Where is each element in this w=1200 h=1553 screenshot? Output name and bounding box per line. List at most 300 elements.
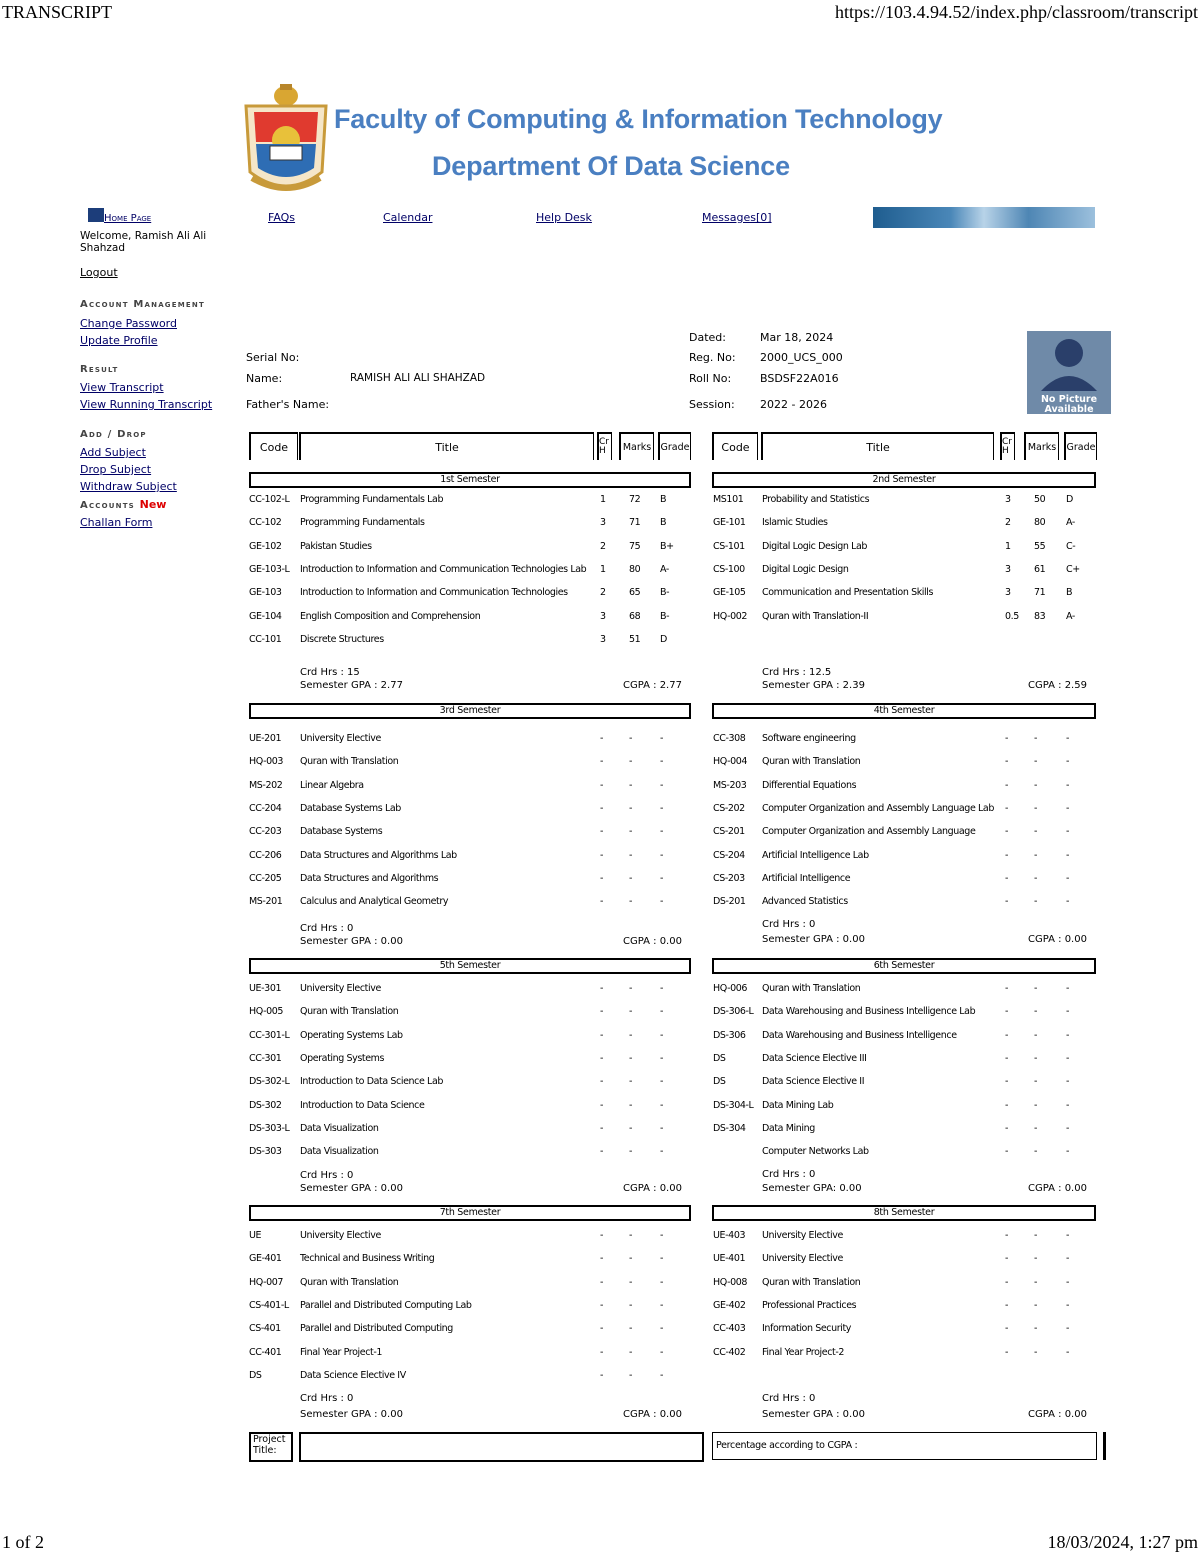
course-marks: 50 — [1034, 494, 1046, 505]
course-grade: - — [660, 802, 664, 814]
dated-value: Mar 18, 2024 — [760, 331, 834, 344]
credit-hours-total: Crd Hrs : 0 — [762, 1393, 816, 1404]
course-grade: B+ — [660, 540, 674, 552]
course-crh: - — [600, 849, 604, 861]
course-grade: - — [1066, 983, 1070, 994]
course-title: Information Security — [762, 1323, 852, 1335]
semester-heading: 1st Semester — [249, 472, 691, 488]
session-label: Session: — [689, 398, 735, 411]
course-marks: - — [1034, 872, 1038, 884]
course-grade: - — [1066, 1230, 1070, 1241]
project-title-label: Project Title: — [249, 1432, 293, 1462]
cgpa-value: CGPA : 0.00 — [623, 936, 682, 947]
course-marks: - — [629, 1029, 633, 1041]
course-marks: 75 — [629, 540, 641, 552]
course-code: HQ-007 — [249, 1276, 284, 1288]
course-grade: B- — [660, 587, 670, 599]
course-crh: - — [1005, 849, 1009, 861]
credit-hours-total: Crd Hrs : 0 — [300, 1393, 354, 1404]
course-title: University Elective — [300, 1230, 381, 1241]
course-title: Pakistan Studies — [300, 540, 372, 552]
course-title: Parallel and Distributed Computing Lab — [300, 1299, 472, 1311]
course-grade: - — [660, 756, 664, 768]
credit-hours-total: Crd Hrs : 0 — [762, 919, 816, 930]
course-marks: - — [1034, 1253, 1038, 1265]
course-crh: 3 — [600, 610, 606, 622]
dated-label: Dated: — [689, 331, 726, 344]
course-marks: 80 — [629, 563, 641, 575]
project-title-box — [299, 1432, 704, 1462]
course-grade: B- — [660, 610, 670, 622]
course-grade: - — [660, 1253, 664, 1265]
left-header-code: Code — [249, 432, 298, 460]
course-title: University Elective — [300, 733, 381, 744]
course-code: CC-204 — [249, 802, 282, 814]
left-header-grade: Grade — [658, 432, 691, 460]
course-code: DS-303 — [249, 1146, 282, 1158]
course-crh: - — [1005, 1006, 1009, 1018]
course-code: CC-203 — [249, 826, 282, 838]
course-crh: - — [600, 1253, 604, 1265]
course-grade: - — [660, 1346, 664, 1358]
nav-helpdesk-link[interactable]: Help Desk — [536, 211, 592, 224]
course-grade: - — [660, 1323, 664, 1335]
add-drop-heading: Add / Drop — [80, 429, 147, 440]
course-code: GE-401 — [249, 1253, 282, 1265]
course-marks: 71 — [1034, 587, 1046, 599]
course-grade: A- — [660, 563, 669, 575]
course-title: University Elective — [762, 1253, 843, 1265]
course-marks: - — [629, 1323, 633, 1335]
course-marks: - — [629, 1230, 633, 1241]
course-marks: 80 — [1034, 517, 1046, 529]
course-crh: 3 — [1005, 587, 1011, 599]
course-crh: - — [1005, 1276, 1009, 1288]
cgpa-value: CGPA : 0.00 — [1028, 1409, 1087, 1420]
course-marks: 55 — [1034, 540, 1046, 552]
course-crh: - — [600, 1006, 604, 1018]
view-transcript-link[interactable]: View Transcript — [80, 381, 164, 394]
serial-label: Serial No: — [246, 351, 300, 364]
course-crh: - — [600, 1076, 604, 1088]
update-profile-link[interactable]: Update Profile — [80, 334, 158, 347]
course-crh: - — [1005, 1052, 1009, 1064]
course-code: CS-100 — [713, 563, 745, 575]
course-code: UE — [249, 1230, 262, 1241]
course-marks: - — [1034, 1146, 1038, 1158]
course-crh: 1 — [1005, 540, 1011, 552]
course-code: DS — [713, 1076, 726, 1088]
course-code: CC-403 — [713, 1323, 746, 1335]
course-grade: C- — [1066, 540, 1076, 552]
course-crh: - — [1005, 1122, 1009, 1134]
course-crh: - — [600, 1299, 604, 1311]
course-title: Calculus and Analytical Geometry — [300, 896, 449, 908]
course-grade: - — [660, 849, 664, 861]
course-crh: 3 — [1005, 563, 1011, 575]
course-grade: C+ — [1066, 563, 1080, 575]
course-title: Data Warehousing and Business Intelligence — [762, 1029, 957, 1041]
course-title: Artificial Intelligence Lab — [762, 849, 869, 861]
course-marks: - — [629, 1076, 633, 1088]
course-crh: - — [600, 1346, 604, 1358]
right-header-marks: Marks — [1024, 432, 1059, 460]
course-crh: 3 — [600, 517, 606, 529]
print-url: https://103.4.94.52/index.php/classroom/transcript — [835, 2, 1198, 22]
course-grade: - — [1066, 1052, 1070, 1064]
course-code: HQ-004 — [713, 756, 748, 768]
logout-link[interactable]: Logout — [80, 266, 118, 279]
course-marks: - — [1034, 1346, 1038, 1358]
course-code: CC-401 — [249, 1346, 282, 1358]
course-title: Introduction to Data Science Lab — [300, 1076, 443, 1088]
semester-gpa: Semester GPA : 0.00 — [762, 934, 865, 945]
course-title: Introduction to Information and Communication Technologies Lab — [300, 563, 587, 575]
percentage-box: Percentage according to CGPA : — [712, 1432, 1097, 1460]
course-grade: - — [1066, 1122, 1070, 1134]
left-header-marks: Marks — [619, 432, 654, 460]
accounts-heading — [80, 498, 166, 511]
percentage-box-edge — [1103, 1432, 1106, 1460]
course-grade: - — [660, 896, 664, 908]
course-marks: - — [1034, 983, 1038, 994]
print-datetime: 18/03/2024, 1:27 pm — [1047, 1532, 1198, 1552]
course-crh: - — [600, 826, 604, 838]
course-crh: - — [1005, 1146, 1009, 1158]
course-crh: 2 — [600, 587, 606, 599]
course-crh: - — [600, 1052, 604, 1064]
course-marks: - — [1034, 1076, 1038, 1088]
course-crh: - — [1005, 1230, 1009, 1241]
course-grade: - — [660, 733, 664, 744]
university-logo — [240, 82, 332, 200]
course-grade: - — [660, 1230, 664, 1241]
course-grade: - — [1066, 1029, 1070, 1041]
course-code: CS-202 — [713, 802, 745, 814]
credit-hours-total: Crd Hrs : 0 — [300, 923, 354, 934]
course-title: Technical and Business Writing — [300, 1253, 435, 1265]
course-marks: - — [629, 1099, 633, 1111]
course-grade: A- — [1066, 517, 1075, 529]
course-code: GE-104 — [249, 610, 282, 622]
course-title: Database Systems Lab — [300, 802, 401, 814]
semester-gpa: Semester GPA : 2.77 — [300, 680, 403, 691]
course-code: DS-306-L — [713, 1006, 754, 1018]
course-code: MS-203 — [713, 779, 747, 791]
course-code: DS-304-L — [713, 1099, 754, 1111]
course-code: HQ-008 — [713, 1276, 748, 1288]
course-code: UE-301 — [249, 983, 282, 994]
semester-gpa: Semester GPA : 0.00 — [300, 1409, 403, 1420]
course-grade: - — [1066, 1146, 1070, 1158]
course-crh: - — [600, 733, 604, 744]
course-marks: - — [1034, 802, 1038, 814]
nav-messages-link[interactable]: Messages[0] — [702, 211, 772, 224]
course-code: HQ-002 — [713, 610, 748, 622]
course-title: Data Science Elective II — [762, 1076, 865, 1088]
course-code: DS-306 — [713, 1029, 746, 1041]
course-code: MS-201 — [249, 896, 283, 908]
course-grade: - — [660, 779, 664, 791]
course-title: Programming Fundamentals Lab — [300, 494, 444, 505]
course-marks: 83 — [1034, 610, 1046, 622]
course-crh: - — [1005, 826, 1009, 838]
course-crh: - — [600, 1323, 604, 1335]
course-crh: - — [1005, 802, 1009, 814]
course-title: Computer Networks Lab — [762, 1146, 869, 1158]
course-crh: - — [1005, 1346, 1009, 1358]
course-grade: - — [660, 872, 664, 884]
course-marks: 68 — [629, 610, 641, 622]
semester-gpa: Semester GPA : 2.39 — [762, 680, 865, 691]
course-code: CC-301 — [249, 1052, 282, 1064]
nav-faqs-link[interactable]: FAQs — [268, 211, 296, 224]
course-grade: - — [1066, 896, 1070, 908]
course-marks: 71 — [629, 517, 641, 529]
course-marks: - — [1034, 1299, 1038, 1311]
course-title: Data Warehousing and Business Intelligence Lab — [762, 1006, 976, 1018]
course-marks: - — [629, 756, 633, 768]
cgpa-value: CGPA : 0.00 — [1028, 934, 1087, 945]
course-title: Data Science Elective IV — [300, 1369, 406, 1381]
course-marks: - — [1034, 1099, 1038, 1111]
nav-calendar-link[interactable]: Calendar — [383, 211, 433, 224]
course-grade: - — [1066, 872, 1070, 884]
course-crh: - — [600, 872, 604, 884]
home-icon[interactable] — [88, 208, 104, 222]
course-title: Data Mining Lab — [762, 1099, 834, 1111]
course-title: Linear Algebra — [300, 779, 364, 791]
course-grade: - — [1066, 1346, 1070, 1358]
course-title: Operating Systems — [300, 1052, 385, 1064]
cgpa-value: CGPA : 0.00 — [623, 1183, 682, 1194]
course-title: Final Year Project-2 — [762, 1346, 845, 1358]
semester-heading: 8th Semester — [712, 1205, 1096, 1221]
right-header-title: Title — [761, 432, 994, 460]
credit-hours-total: Crd Hrs : 0 — [300, 1170, 354, 1181]
course-title: Professional Practices — [762, 1299, 857, 1311]
course-title: Computer Organization and Assembly Language Lab — [762, 802, 994, 814]
course-title: Artificial Intelligence — [762, 872, 851, 884]
semester-heading: 6th Semester — [712, 958, 1096, 974]
course-crh: - — [1005, 756, 1009, 768]
course-code: DS-304 — [713, 1122, 746, 1134]
course-title: Data Mining — [762, 1122, 815, 1134]
course-grade: - — [1066, 756, 1070, 768]
course-marks: - — [629, 1052, 633, 1064]
course-grade: - — [1066, 1323, 1070, 1335]
course-title: Digital Logic Design Lab — [762, 540, 868, 552]
course-code: UE-201 — [249, 733, 282, 744]
course-code: GE-105 — [713, 587, 746, 599]
course-grade: - — [660, 1076, 664, 1088]
course-grade: - — [1066, 779, 1070, 791]
course-code: MS101 — [713, 494, 744, 505]
roll-value: BSDSF22A016 — [760, 372, 839, 385]
course-marks: - — [1034, 1323, 1038, 1335]
course-code: GE-101 — [713, 517, 746, 529]
faculty-heading: Faculty of Computing & Information Technology — [334, 104, 943, 134]
course-marks: - — [629, 983, 633, 994]
new-badge: New — [139, 498, 167, 511]
course-crh: - — [600, 1230, 604, 1241]
semester-gpa: Semester GPA: 0.00 — [762, 1183, 862, 1194]
course-title: Quran with Translation-II — [762, 610, 869, 622]
course-crh: - — [600, 1029, 604, 1041]
homepage-link[interactable]: Home Page — [104, 213, 152, 224]
course-grade: - — [660, 983, 664, 994]
course-code: MS-202 — [249, 779, 283, 791]
course-code: DS — [249, 1369, 262, 1381]
print-page-number: 1 of 2 — [2, 1532, 44, 1552]
reg-value: 2000_UCS_000 — [760, 351, 843, 364]
course-marks: - — [1034, 1052, 1038, 1064]
course-grade: - — [660, 1299, 664, 1311]
course-grade: - — [1066, 1253, 1070, 1265]
course-crh: 0.5 — [1005, 610, 1019, 622]
course-title: Quran with Translation — [762, 756, 861, 768]
course-grade: - — [660, 826, 664, 838]
course-title: Data Science Elective III — [762, 1052, 867, 1064]
course-grade: D — [1066, 494, 1073, 505]
course-grade: - — [660, 1006, 664, 1018]
course-marks: - — [1034, 1276, 1038, 1288]
course-code: CC-205 — [249, 872, 282, 884]
course-code: CC-301-L — [249, 1029, 290, 1041]
course-code: DS-201 — [713, 896, 746, 908]
welcome-text: Welcome, Ramish Ali Ali Shahzad — [80, 230, 207, 254]
course-title: Discrete Structures — [300, 633, 384, 645]
course-code: CC-102 — [249, 517, 282, 529]
course-title: Database Systems — [300, 826, 383, 838]
course-code: CS-401 — [249, 1323, 281, 1335]
course-crh: - — [1005, 1299, 1009, 1311]
change-password-link[interactable]: Change Password — [80, 317, 177, 330]
course-crh: - — [600, 756, 604, 768]
course-marks: - — [629, 1299, 633, 1311]
course-title: Programming Fundamentals — [300, 517, 425, 529]
right-header-grade: Grade — [1064, 432, 1097, 460]
course-grade: - — [660, 1122, 664, 1134]
view-running-transcript-link[interactable]: View Running Transcript — [80, 398, 213, 411]
left-header-crh: Cr H — [597, 432, 612, 460]
course-title: Quran with Translation — [300, 756, 399, 768]
course-crh: - — [600, 1276, 604, 1288]
photo-caption: No Picture Available — [1040, 394, 1098, 415]
course-grade: - — [660, 1029, 664, 1041]
course-grade: B — [660, 517, 667, 529]
add-subject-link[interactable]: Add Subject — [80, 446, 146, 459]
course-crh: - — [1005, 983, 1009, 994]
course-marks: - — [629, 1146, 633, 1158]
course-crh: 2 — [600, 540, 606, 552]
course-crh: - — [1005, 1323, 1009, 1335]
course-marks: - — [629, 1369, 633, 1381]
course-title: English Composition and Comprehension — [300, 610, 481, 622]
left-header-title: Title — [299, 432, 594, 460]
course-title: Communication and Presentation Skills — [762, 587, 934, 599]
course-marks: - — [629, 1253, 633, 1265]
drop-subject-link[interactable]: Drop Subject — [80, 463, 152, 476]
course-marks: - — [629, 849, 633, 861]
course-crh: 1 — [600, 563, 606, 575]
course-crh: - — [1005, 779, 1009, 791]
course-marks: - — [629, 896, 633, 908]
course-marks: - — [1034, 733, 1038, 744]
header-banner-image — [873, 207, 1095, 228]
course-title: Parallel and Distributed Computing — [300, 1323, 453, 1335]
course-code: CS-203 — [713, 872, 745, 884]
course-marks: - — [1034, 826, 1038, 838]
course-grade: - — [1066, 802, 1070, 814]
course-title: Final Year Project-1 — [300, 1346, 383, 1358]
avatar-silhouette-icon — [1027, 331, 1111, 391]
semester-heading: 4th Semester — [712, 703, 1096, 719]
course-code: CC-102-L — [249, 494, 290, 505]
course-code: CS-401-L — [249, 1299, 289, 1311]
course-grade: - — [1066, 1276, 1070, 1288]
course-code: UE-403 — [713, 1230, 746, 1241]
course-code: GE-402 — [713, 1299, 746, 1311]
course-code: DS — [713, 1052, 726, 1064]
course-marks: - — [1034, 1006, 1038, 1018]
course-code: GE-103 — [249, 587, 282, 599]
course-marks: 65 — [629, 587, 641, 599]
course-code: DS-303-L — [249, 1122, 290, 1134]
course-crh: - — [1005, 1099, 1009, 1111]
course-crh: - — [1005, 1029, 1009, 1041]
course-code: GE-102 — [249, 540, 282, 552]
course-title: Islamic Studies — [762, 517, 828, 529]
cgpa-value: CGPA : 2.59 — [1028, 680, 1087, 691]
course-grade: B — [1066, 587, 1073, 599]
cgpa-value: CGPA : 2.77 — [623, 680, 682, 691]
course-marks: - — [629, 779, 633, 791]
course-grade: D — [660, 633, 667, 645]
challan-form-link[interactable]: Challan Form — [80, 516, 153, 529]
course-marks: 51 — [629, 633, 641, 645]
course-title: Probability and Statistics — [762, 494, 870, 505]
course-grade: - — [1066, 1076, 1070, 1088]
father-name-label: Father's Name: — [246, 398, 330, 411]
course-marks: - — [629, 802, 633, 814]
semester-heading: 5th Semester — [249, 958, 691, 974]
course-marks: - — [1034, 896, 1038, 908]
course-code: HQ-006 — [713, 983, 748, 994]
accounts-heading-label: Accounts — [80, 500, 135, 511]
right-header-crh: Cr H — [1000, 432, 1015, 460]
course-marks: 61 — [1034, 563, 1046, 575]
course-marks: - — [1034, 1122, 1038, 1134]
course-crh: 3 — [1005, 494, 1011, 505]
withdraw-subject-link[interactable]: Withdraw Subject — [80, 480, 177, 493]
semester-heading: 7th Semester — [249, 1205, 691, 1221]
course-title: Data Structures and Algorithms — [300, 872, 439, 884]
course-grade: - — [1066, 849, 1070, 861]
course-title: University Elective — [300, 983, 381, 994]
course-title: Software engineering — [762, 733, 856, 744]
course-crh: - — [1005, 896, 1009, 908]
course-code: UE-401 — [713, 1253, 746, 1265]
course-crh: - — [600, 1369, 604, 1381]
course-grade: A- — [1066, 610, 1075, 622]
name-label: Name: — [246, 372, 283, 385]
course-code: DS-302 — [249, 1099, 282, 1111]
course-title: Quran with Translation — [300, 1276, 399, 1288]
course-marks: - — [629, 826, 633, 838]
course-grade: - — [660, 1099, 664, 1111]
course-marks: 72 — [629, 494, 641, 505]
